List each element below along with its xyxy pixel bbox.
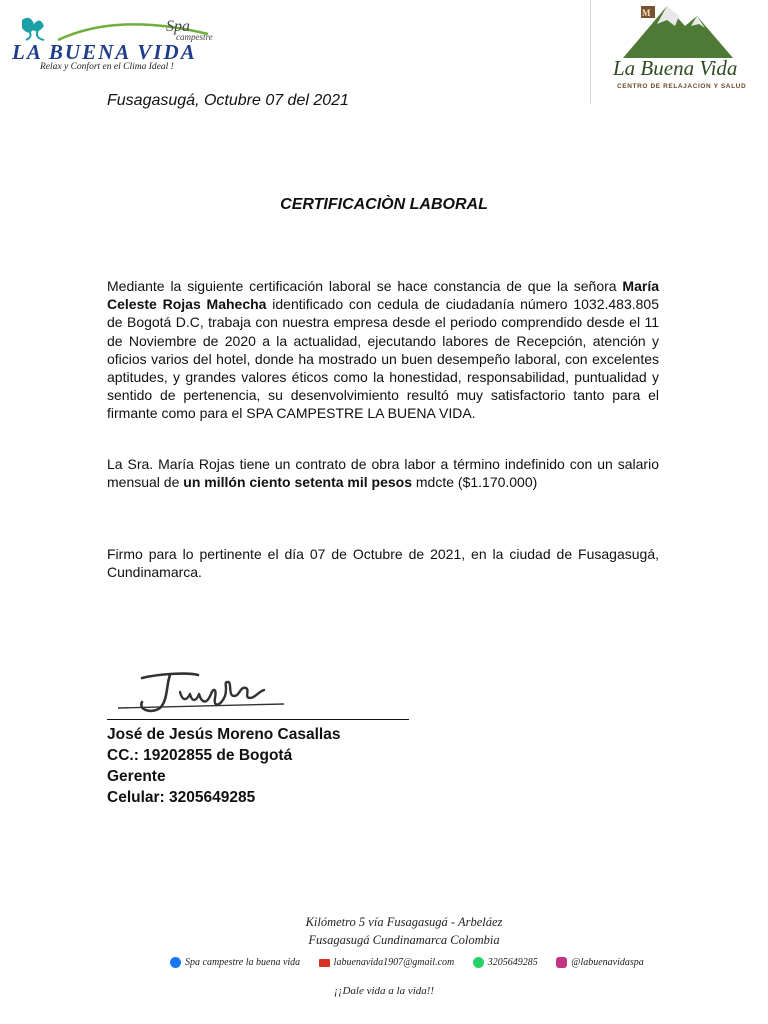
paragraph-signing: Firmo para lo pertinente el día 07 de Octubre de 2021, en la ciudad de Fusagasugá, Cundinamarca. (107, 546, 659, 581)
logo-right-subtitle: CENTRO DE RELAJACION Y SALUD (617, 83, 747, 90)
footer-email[interactable]: labuenavida1907@gmail.com (333, 957, 455, 969)
paragraph-salary (107, 455, 659, 491)
signer-block (107, 724, 340, 808)
salary-amount: un millón ciento setenta mil pesos (183, 474, 412, 491)
footer-whatsapp[interactable]: 3205649285 (487, 957, 538, 969)
svg-text:M: M (642, 8, 651, 18)
signer-phone: Celular: 3205649285 (107, 789, 256, 806)
logo-spa-word: Spa (166, 18, 190, 35)
footer-instagram[interactable]: @labuenavidaspa (571, 957, 644, 969)
p1-text-a: Mediante la siguiente certificación laboral se hace constancia de que la señora (107, 278, 623, 294)
footer-address-line2: Fusagasugá Cundinamarca Colombia (308, 933, 500, 947)
signer-role: Gerente (107, 768, 166, 785)
p1-text-b: identificado con cedula de ciudadanía número 1032.483.805 de Bogotá D.C, trabaja con nuestra empresa desde el periodo comprendido desde el 11 de Noviembre de 2020 a la actualidad, ejecutando labores de Recepción, atención y oficios varios del hotel, donde ha mostrado un buen desempeño laboral, con excelentes aptitudes, y grandes valores éticos como la honestidad, responsabilidad, puntualidad y sentido de pertenencia, su desenvolvimiento resultó muy satisfactorio tanto para el firmante como para el SPA CAMPESTRE LA BUENA VIDA. (107, 296, 659, 422)
logo-right-name: La Buena Vida (613, 56, 738, 80)
document-title: CERTIFICACIÒN LABORAL (280, 196, 488, 213)
handwritten-signature (108, 666, 298, 718)
footer-facebook[interactable]: Spa campestre la buena vida (185, 957, 301, 969)
whatsapp-icon (473, 957, 484, 968)
signer-name: José de Jesús Moreno Casallas (107, 726, 341, 743)
spa-logo-left (8, 10, 228, 78)
footer-slogan: ¡¡Dale vida a la vida!! (333, 985, 435, 997)
logo-tagline: Relax y Confort en el Clima Ideal ! (40, 62, 174, 72)
signer-id: CC.: 19202855 de Bogotá (107, 747, 293, 764)
instagram-icon (556, 957, 567, 968)
signature-line (107, 719, 409, 720)
paragraph-certification (107, 277, 659, 423)
document-date: Fusagasugá, Octubre 07 del 2021 (107, 92, 349, 109)
logo-brand-name: LA BUENA VIDA (12, 40, 197, 64)
email-icon (319, 959, 330, 967)
p2-text-a: La Sra. María Rojas tiene un contrato de obra labor a término indefinido con un salario mensual de (107, 456, 659, 491)
mountain-icon (623, 2, 733, 60)
spa-logo-right (590, 0, 768, 104)
logo-campestre-word: campestre (176, 32, 213, 42)
footer-address-line1: Kilómetro 5 vía Fusagasugá - Arbeláez (305, 915, 503, 929)
p2-text-b: mdcte ($1.170.000) (412, 474, 538, 491)
footer-social-row (170, 957, 644, 968)
employee-name: María Celeste Rojas Mahecha (107, 278, 659, 313)
facebook-icon (170, 957, 181, 968)
